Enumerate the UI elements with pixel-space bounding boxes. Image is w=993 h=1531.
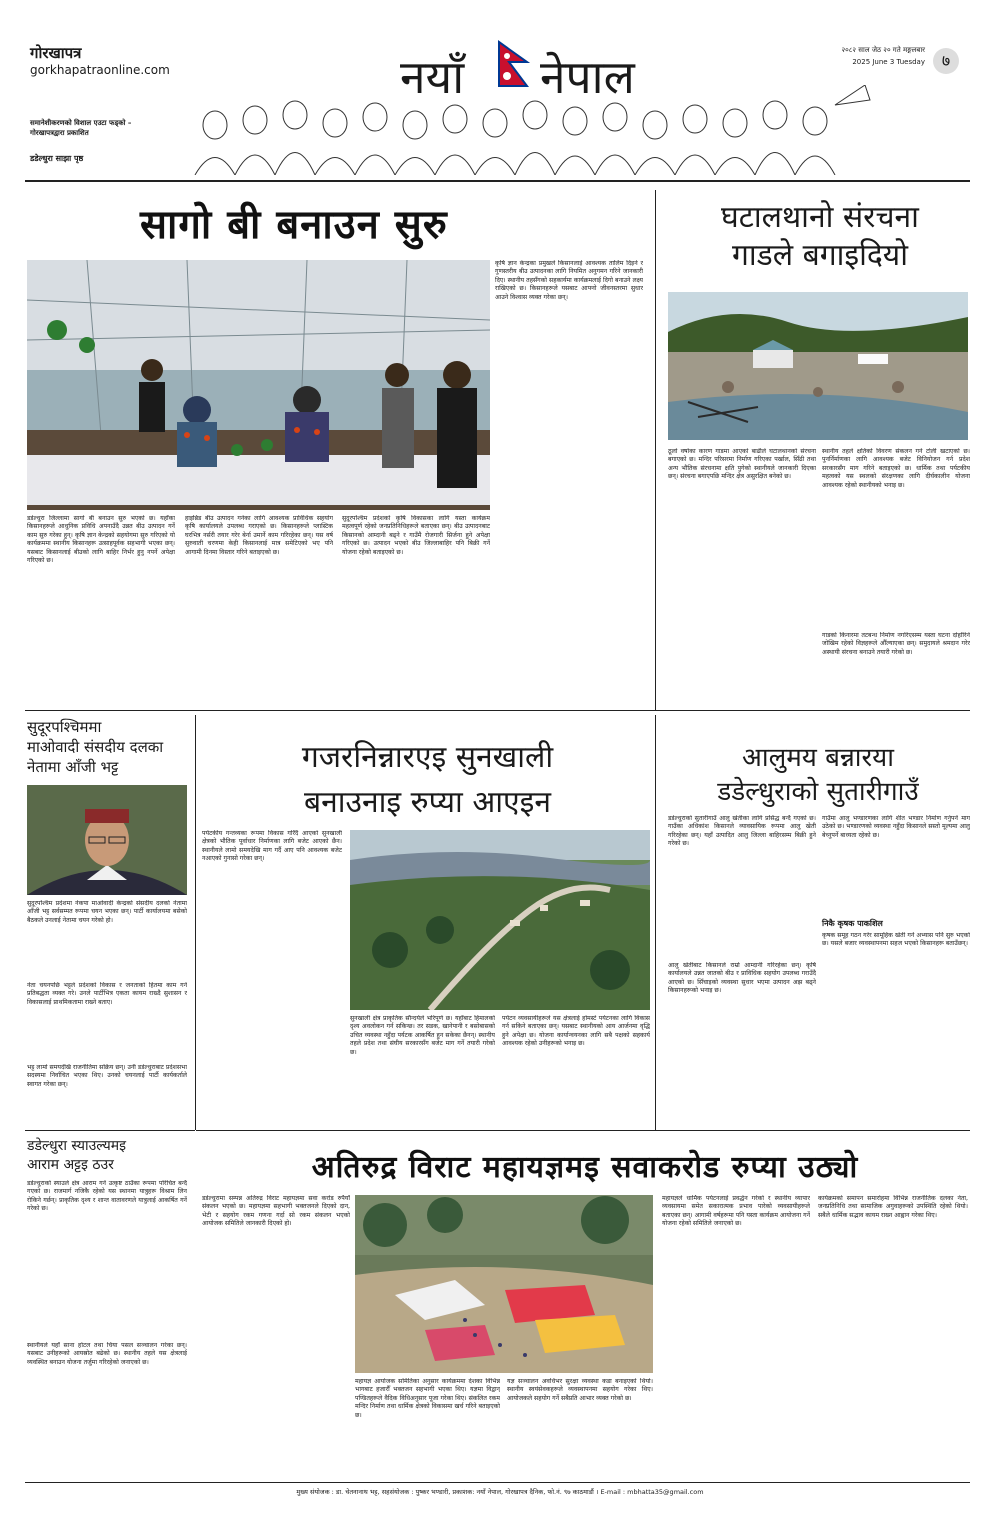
story3-col1b: नेता चयनपछि भट्टले प्रदेशको विकास र जनताको हितमा काम गर्ने प्रतिबद्धता व्यक्त गरे। उनले पार्टीभित्र एकता कायम राख्दै सुशासन र विकासलाई प्राथमिकतामा राख्ने बताए। [27, 982, 187, 1006]
story5-col2b: कृषक समूह गठन गरेर सामूहिक खेती गर्ने अभ्यास पनि सुरु भएको छ। यसले बजार व्यवस्थापनमा सहज भएको किसानहरू बताउँछन्। [822, 932, 970, 948]
masthead-illustration [175, 85, 875, 175]
story4-col1: पर्यटकीय गन्तव्यका रूपमा विकास गरिँदै आएको सुनखाली क्षेत्रको भौतिक पूर्वाधार निर्माणका लागि बजेट आएको छैन। स्थानीयले लामो समयदेखि माग गर्दै आए पनि आवश्यक बजेट नआएको गुनासो गरेका छन्। [202, 830, 342, 863]
footer-credits: मुख्य संयोजक : डा. चेतनानाथ भट्ट, सहसंयोजक : पुष्कर भण्डारी, प्रकाशक: नयाँ नेपाल, गोरखापत्र दैनिक, फो.नं. ९७ काठमाडौं । E-mail : mbhatta35@gmail.com [296, 1488, 704, 1496]
story3-col1a: सुदूरपश्चिम प्रदेशमा नेकपा माओवादी केन्द्रको संसदीय दलको नेतामा आँजी भट्ट सर्वसम्मत रूपमा चयन भएका छन्। पार्टी कार्यालयमा बसेको बैठकले उनलाई नेतामा चयन गरेको हो। [27, 900, 187, 924]
story5-col2: गाउँमा आलु भण्डारणका लागि शीत भण्डार निर्माण गर्नुपर्ने माग उठेको छ। भण्डारणको व्यवस्था नहुँदा किसानले सस्तो मूल्यमा आलु बेच्नुपर्ने बाध्यता रहेको छ। [822, 815, 970, 839]
story5-headline-line2: डडेल्धुराको सुतारीगाउँ [717, 777, 919, 807]
story5-subhead: निकै कृषक पाकशिल [822, 919, 883, 928]
masthead-title-left: नयाँ [400, 50, 465, 104]
section-label: डडेल्धुरा साझा पृष्ठ [30, 154, 84, 163]
tagline: समानेशीकरणको विशाल एउटा फड्को – गोरखापत्रद्वारा प्रकाशित [30, 119, 132, 137]
story7-col1: डडेल्धुरामा सम्पन्न अतिरुद्र विराट महायज्ञमा सवा करोड रुपैयाँ संकलन भएको छ। महायज्ञमा सहभागी भक्तजनले दिएको दान, भेटी र सहयोग रकम गणना गर्दा सो रकम संकलन भएको आयोजक समितिले जानकारी दिएको हो। [202, 1195, 350, 1228]
story7-col4: महायज्ञले धार्मिक पर्यटनलाई प्रवर्द्धन गरेको र स्थानीय व्यापार व्यवसायमा समेत सकारात्मक प्रभाव पारेको व्यवसायीहरूले बताएका छन्। आगामी वर्षहरूमा पनि यस्ता कार्यक्रम आयोजना गर्ने योजना रहेको समितिले जनाएको छ। [662, 1195, 810, 1228]
story7-photo [355, 1195, 653, 1373]
story6-col1b: स्थानीयले यहाँ साना होटल तथा चिया पसल सञ्चालन गरेका छन्। यसबाट उनीहरूको आयस्रोत बढेको छ। स्थानीय तहले यस क्षेत्रलाई व्यवस्थित बनाउन योजना तर्जुमा गरिरहेको जनाएको छ। [27, 1342, 187, 1366]
story6-col1a: डडेल्धुराको स्याउले क्षेत्र आराम गर्ने उत्कृष्ट ठाउँका रूपमा परिचित बन्दै गएको छ। राजमार्ग नजिकै रहेको यस स्थानमा यात्रुहरू विश्राम लिन रोकिने गर्छन्। प्राकृतिक दृश्य र शान्त वातावरणले यात्रुलाई आकर्षित गर्ने गरेको छ। [27, 1180, 187, 1213]
story4-headline-line1: गजरनिन्नारएइ सुनखाली [301, 740, 554, 775]
story4-headline-line2: बनाउनाइ रुप्या आएइन [304, 785, 551, 820]
story5-col1b: आलु खेतीबाट किसानले राम्रो आम्दानी गरिरहेका छन्। कृषि कार्यालयले उन्नत जातको बीउ र प्राविधिक सहयोग उपलब्ध गराउँदै आएको छ। सिँचाइको व्यवस्था सुधार भएमा उत्पादन अझ बढ्ने किसानहरूको भनाइ छ। [668, 962, 816, 995]
story2-headline-line2: गाडले बगाइदियो [732, 238, 908, 273]
page-number: ७ [933, 48, 959, 74]
story1-col2: हाइब्रिड बीउ उत्पादन गर्नका लागि आवश्यक प्राविधिक सहयोग कृषि कार्यालयले उपलब्ध गराएको छ। किसानहरूले प्लास्टिक घरभित्र नर्सरी तयार गरेर बेर्ना उमार्ने काम गरिरहेका छन्। यस वर्ष सुरुवाती चरणमा केही किसानलाई मात्र समेटिएको भए पनि आगामी दिनमा विस्तार गरिने बताइएको छ। [185, 515, 333, 556]
story1-col1: डडेल्धुरा जिल्लामा सागो बी बनाउन सुरु भएको छ। यहाँका किसानहरूले आधुनिक प्रविधि अपनाउँदै उन्नत बीउ उत्पादन गर्ने काम सुरु गरेका हुन्। कृषि ज्ञान केन्द्रको सहयोगमा सुरु गरिएको यो कार्यक्रममा स्थानीय किसानहरू उत्साहपूर्वक सहभागी भएका छन्। यसबाट किसानलाई बीउको लागि बाहिर निर्भर हुनु नपर्ने अपेक्षा गरिएको छ। [27, 515, 175, 565]
date-english: 2025 June 3 Tuesday [852, 58, 925, 66]
story5-col1: डडेल्धुराको सुतारीगाउँ आलु खेतीका लागि प्रसिद्ध बन्दै गएको छ। गाउँका अधिकांश किसानले व्यावसायिक रूपमा आलु खेती गरिरहेका छन्। यहाँ उत्पादित आलु जिल्ला बाहिरसम्म बिक्री हुने गरेको छ। [668, 815, 816, 848]
masthead-title-right: नेपाल [540, 50, 635, 104]
story1-col4: कृषि ज्ञान केन्द्रका प्रमुखले किसानलाई आवश्यक तालिम दिइने र गुणस्तरीय बीउ उत्पादनका लागि नियमित अनुगमन गरिने जानकारी दिए। स्थानीय तहसँगको सहकार्यमा कार्यक्रमलाई दिगो बनाउने लक्ष्य राखिएको छ। किसानहरूले यसबाट आफ्नो जीवनस्तरमा सुधार आउने विश्वास व्यक्त गरेका छन्। [495, 260, 643, 301]
story1-col3: सुदूरपश्चिम प्रदेशको कृषि विकासका लागि यस्ता कार्यक्रम महत्वपूर्ण रहेको जनप्रतिनिधिहरूले बताएका छन्। बीउ उत्पादनबाट किसानको आम्दानी बढ्ने र गाउँमै रोजगारी सिर्जना हुने अपेक्षा गरिएको छ। उत्पादन भएको बीउ जिल्लाबाहिर पनि बिक्री गर्ने योजना रहेको बताइएको छ। [342, 515, 490, 556]
story2-photo [668, 292, 968, 440]
story6-headline-line2: आराम अट्टइ ठउर [27, 1157, 114, 1173]
story7-col2: महायज्ञ आयोजक समितिका अनुसार कार्यक्रममा देशका विभिन्न भागबाट हजारौँ भक्तजन सहभागी भएका थिए। यज्ञमा विद्वान् पण्डितहरूले वैदिक विधिअनुसार पूजा गरेका थिए। संकलित रकम मन्दिर निर्माण तथा धार्मिक क्षेत्रको विकासमा खर्च गरिने बताइएको छ। [355, 1378, 500, 1419]
story3-col1c: भट्ट लामो समयदेखि राजनीतिमा सक्रिय छन्। उनी डडेल्धुराबाट प्रदेशसभा सदस्यमा निर्वाचित भएका थिए। उनको चयनलाई पार्टी कार्यकर्ताले स्वागत गरेका छन्। [27, 1064, 187, 1088]
website[interactable]: gorkhapatraonline.com [30, 63, 170, 77]
story4-photo [350, 830, 650, 1010]
story1-photo [27, 260, 490, 510]
story2-col1: ठूलो वर्षाका कारण गाडमा आएको बाढीले घटालथानको संरचना बगाएको छ। मन्दिर परिसरमा निर्माण गरिएका पर्खाल, सिँढी तथा अन्य भौतिक संरचनामा क्षति पुगेको स्थानीयले जानकारी दिएका छन्। संरचना बगाएपछि मन्दिर क्षेत्र असुरक्षित बनेको छ। [668, 448, 816, 481]
story3-headline-line3: नेतामा आँजी भट्ट [27, 758, 119, 776]
story4-col3: पर्यटन व्यवसायीहरूले यस क्षेत्रलाई होमस्टे पर्यटनका लागि विकास गर्न सकिने बताएका छन्। यसबाट स्थानीयको आय आर्जनमा वृद्धि हुने अपेक्षा छ। योजना कार्यान्वयनका लागि सबै पक्षको सहकार्य आवश्यक रहेको उनीहरूको भनाइ छ। [502, 1015, 650, 1048]
story4-col2: सुनखाली क्षेत्र प्राकृतिक सौन्दर्यले भरिपूर्ण छ। यहाँबाट हिमालको दृश्य अवलोकन गर्न सकिन्छ। तर सडक, खानेपानी र बसोबासको उचित व्यवस्था नहुँदा पर्यटक आकर्षित हुन सकेका छैनन्। स्थानीय तहले प्रदेश तथा संघीय सरकारसँग बजेट माग गर्ने तयारी गरेको छ। [350, 1015, 495, 1056]
nepal-flag-icon [497, 40, 531, 90]
date-nepali: २०८२ साल जेठ २० गते मङ्गलबार [841, 46, 925, 54]
story7-col3: यज्ञ सञ्चालन अवधिभर सुरक्षा व्यवस्था कडा बनाइएको थियो। स्थानीय स्वयंसेवकहरूले व्यवस्थापनमा सहयोग गरेका थिए। आयोजकले सहयोग गर्ने सबैप्रति आभार व्यक्त गरेको छ। [507, 1378, 653, 1402]
story3-headline-line2: माओवादी संसदीय दलका [27, 738, 164, 756]
story1-headline: सागो बी बनाउन सुरु [140, 201, 448, 248]
story6-headline-line1: डडेल्धुरा स्याउल्यमइ [27, 1138, 127, 1154]
story3-headline-line1: सुदूरपश्चिममा [27, 718, 102, 736]
story7-headline: अतिरुद्र विराट महायज्ञमइ सवाकरोड रुप्या उठ्यो [311, 1150, 859, 1185]
story2-headline-line1: घटालथानो संरचना [721, 200, 919, 235]
story3-portrait [27, 785, 187, 895]
paper-name: गोरखापत्र [30, 44, 82, 62]
story2-col2: स्थानीय तहले क्षतिको विवरण संकलन गर्न टोली खटाएको छ। पुनर्निर्माणका लागि आवश्यक बजेट विनियोजन गर्न प्रदेश सरकारसँग माग गरिने बताइएको छ। धार्मिक तथा पर्यटकीय महत्वको यस स्थलको संरक्षणका लागि दीर्घकालीन योजना आवश्यक रहेको स्थानीयको भनाइ छ। [822, 448, 970, 489]
story2-col2b: गाडको किनारमा तटबन्ध निर्माण नगरिएसम्म यस्ता घटना दोहोरिने जोखिम रहेको विज्ञहरूले औँल्याएका छन्। समुदायले श्रमदान गरेर अस्थायी संरचना बनाउने तयारी गरेको छ। [822, 632, 970, 656]
story7-col5: कार्यक्रमको समापन समारोहमा विभिन्न राजनीतिक दलका नेता, जनप्रतिनिधि तथा सामाजिक अगुवाहरूको उपस्थिति रहेको थियो। सबैले धार्मिक सद्भाव कायम राख्न आह्वान गरेका थिए। [818, 1195, 968, 1219]
story5-headline-line1: आलुमय बन्नारया [742, 743, 894, 773]
